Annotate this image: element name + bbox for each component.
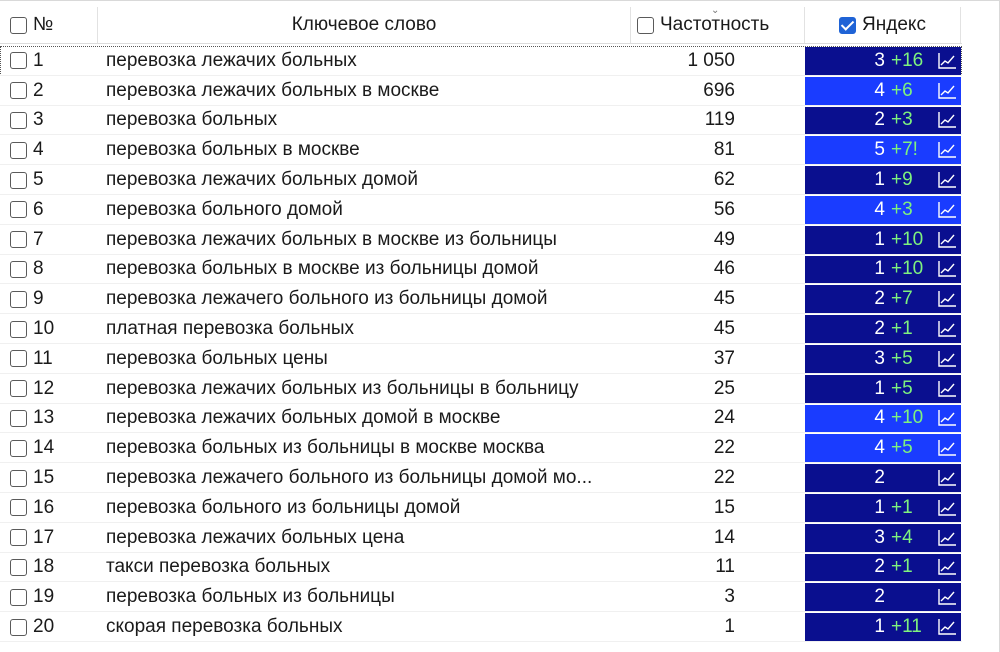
row-frequency: 24 xyxy=(713,407,735,429)
yandex-position-value: 2 xyxy=(874,288,885,310)
yandex-position-delta: +7 xyxy=(891,288,913,310)
row-checkbox[interactable] xyxy=(10,52,27,69)
row-num-cell xyxy=(10,106,44,136)
row-yandex-position[interactable] xyxy=(805,256,961,284)
table-row[interactable] xyxy=(0,106,962,136)
yandex-position-value: 2 xyxy=(874,586,885,608)
row-yandex-position[interactable] xyxy=(805,285,961,313)
row-checkbox[interactable] xyxy=(10,350,27,367)
sort-descending-icon[interactable]: ⌄ xyxy=(711,5,720,16)
row-yandex-position[interactable] xyxy=(805,315,961,343)
table-row[interactable] xyxy=(0,344,962,374)
row-keyword: перевозка лежачих больных цена xyxy=(106,526,405,548)
yandex-position-delta: +5 xyxy=(891,437,913,459)
row-keyword: перевозка больного из больницы домой xyxy=(106,496,461,518)
row-num-cell xyxy=(10,195,44,225)
yandex-position-delta: +7! xyxy=(891,139,918,161)
row-keyword: перевозка лежачих больных в москве из больницы xyxy=(106,228,557,250)
table-row[interactable] xyxy=(0,463,962,493)
row-yandex-position[interactable] xyxy=(805,136,961,164)
row-frequency: 56 xyxy=(713,198,735,220)
row-num-cell xyxy=(10,582,54,612)
position-chart-icon[interactable] xyxy=(937,52,957,70)
row-num-cell xyxy=(10,255,44,285)
row-number: 12 xyxy=(33,377,55,399)
row-frequency: 15 xyxy=(713,496,735,518)
table-row[interactable] xyxy=(0,553,962,583)
position-chart-icon[interactable] xyxy=(937,558,957,576)
row-keyword: перевозка лежачих больных домой в москве xyxy=(106,407,501,429)
yandex-position-delta: +11 xyxy=(891,616,922,638)
row-frequency: 46 xyxy=(713,258,735,280)
yandex-position-value: 4 xyxy=(874,407,885,429)
row-number: 1 xyxy=(33,49,44,71)
yandex-position-value: 1 xyxy=(874,228,885,250)
row-frequency: 11 xyxy=(715,556,735,578)
row-number: 5 xyxy=(33,169,44,191)
row-keyword: перевозка больных из больницы в москве москва xyxy=(106,437,545,459)
table-row[interactable] xyxy=(0,135,962,165)
header-num[interactable] xyxy=(0,7,98,43)
row-keyword: перевозка лежачего больного из больницы домой xyxy=(106,288,548,310)
yandex-position-delta: +9 xyxy=(891,169,913,191)
row-number: 17 xyxy=(33,526,55,548)
row-num-cell xyxy=(10,165,44,195)
table-row[interactable] xyxy=(0,284,962,314)
row-num-cell xyxy=(10,46,44,76)
position-chart-icon[interactable] xyxy=(937,290,957,308)
row-number: 10 xyxy=(33,318,55,340)
row-frequency: 62 xyxy=(713,169,735,191)
header-yandex[interactable] xyxy=(805,7,961,43)
row-checkbox[interactable] xyxy=(10,82,27,99)
row-num-cell xyxy=(10,314,54,344)
row-number: 15 xyxy=(33,467,55,489)
row-keyword: такси перевозка больных xyxy=(106,556,331,578)
yandex-position-value: 5 xyxy=(874,139,885,161)
table-row[interactable] xyxy=(0,225,962,255)
row-keyword: перевозка больных цены xyxy=(106,347,328,369)
row-yandex-position[interactable] xyxy=(805,375,961,403)
row-yandex-position[interactable] xyxy=(805,613,961,641)
row-keyword: перевозка больных в москве xyxy=(106,139,360,161)
row-yandex-position[interactable] xyxy=(805,405,961,433)
row-checkbox[interactable] xyxy=(10,231,27,248)
yandex-column-checkbox[interactable] xyxy=(839,17,856,34)
table-row[interactable] xyxy=(0,165,962,195)
row-num-cell xyxy=(10,284,44,314)
row-number: 7 xyxy=(33,228,44,250)
yandex-position-value: 4 xyxy=(874,198,885,220)
table-row[interactable] xyxy=(0,76,962,106)
position-chart-icon[interactable] xyxy=(937,439,957,457)
yandex-position-delta: +16 xyxy=(891,49,924,71)
yandex-position-value: 1 xyxy=(874,377,885,399)
row-frequency: 37 xyxy=(713,347,735,369)
table-row[interactable] xyxy=(0,612,962,642)
yandex-position-value: 1 xyxy=(874,616,885,638)
position-chart-icon[interactable] xyxy=(937,111,957,129)
row-number: 19 xyxy=(33,586,55,608)
row-yandex-position[interactable] xyxy=(805,47,961,75)
row-yandex-position[interactable] xyxy=(805,464,961,492)
yandex-position-delta: +6 xyxy=(891,79,913,101)
table-row[interactable] xyxy=(0,493,962,523)
row-yandex-position[interactable] xyxy=(805,434,961,462)
row-num-cell xyxy=(10,433,54,463)
position-chart-icon[interactable] xyxy=(937,260,957,278)
row-frequency: 14 xyxy=(713,526,735,548)
row-checkbox[interactable] xyxy=(10,172,27,189)
row-num-cell xyxy=(10,493,54,523)
row-num-cell xyxy=(10,76,44,106)
yandex-position-delta: +1 xyxy=(891,556,913,578)
position-chart-icon[interactable] xyxy=(937,409,957,427)
row-divider xyxy=(0,641,962,642)
row-checkbox[interactable] xyxy=(10,321,27,338)
table-row[interactable] xyxy=(0,374,962,404)
header-keyword[interactable] xyxy=(98,7,631,43)
row-checkbox[interactable] xyxy=(10,499,27,516)
yandex-position-value: 4 xyxy=(874,79,885,101)
row-yandex-position[interactable] xyxy=(805,226,961,254)
table-row[interactable] xyxy=(0,523,962,553)
row-number: 16 xyxy=(33,496,55,518)
row-yandex-position[interactable] xyxy=(805,583,961,611)
table-row[interactable] xyxy=(0,314,962,344)
row-keyword: перевозка лежачих больных из больницы в больницу xyxy=(106,377,579,399)
row-number: 13 xyxy=(33,407,55,429)
row-yandex-position[interactable] xyxy=(805,554,961,582)
row-number: 20 xyxy=(33,616,55,638)
yandex-position-delta: +5 xyxy=(891,347,913,369)
yandex-position-value: 2 xyxy=(874,556,885,578)
row-number: 2 xyxy=(33,79,44,101)
yandex-position-delta: +10 xyxy=(891,258,924,280)
row-num-cell xyxy=(10,135,44,165)
row-keyword: перевозка лежачих больных xyxy=(106,49,357,71)
position-chart-icon[interactable] xyxy=(937,380,957,398)
row-num-cell xyxy=(10,463,54,493)
row-frequency: 45 xyxy=(713,318,735,340)
row-number: 9 xyxy=(33,288,44,310)
yandex-position-value: 1 xyxy=(874,496,885,518)
yandex-position-delta: +1 xyxy=(891,318,913,340)
row-num-cell xyxy=(10,344,53,374)
row-checkbox[interactable] xyxy=(10,142,27,159)
row-checkbox[interactable] xyxy=(10,470,27,487)
yandex-position-value: 4 xyxy=(874,437,885,459)
position-chart-icon[interactable] xyxy=(937,231,957,249)
row-yandex-position[interactable] xyxy=(805,196,961,224)
row-frequency: 22 xyxy=(713,437,735,459)
table-row[interactable] xyxy=(0,255,962,285)
position-chart-icon[interactable] xyxy=(937,618,957,636)
table-row[interactable] xyxy=(0,433,962,463)
row-frequency: 45 xyxy=(713,288,735,310)
yandex-position-value: 3 xyxy=(874,526,885,548)
row-keyword: перевозка больных в москве из больницы домой xyxy=(106,258,539,280)
row-checkbox[interactable] xyxy=(10,589,27,606)
yandex-position-delta: +3 xyxy=(891,198,913,220)
yandex-position-delta: +4 xyxy=(891,526,913,548)
header-yandex-label: Яндекс xyxy=(862,14,926,35)
select-all-checkbox[interactable] xyxy=(10,17,27,34)
frequency-column-checkbox[interactable] xyxy=(637,17,654,34)
row-number: 3 xyxy=(33,109,44,131)
row-keyword: перевозка больных xyxy=(106,109,278,131)
table-row[interactable] xyxy=(0,195,962,225)
position-chart-icon[interactable] xyxy=(937,350,957,368)
yandex-position-value: 2 xyxy=(874,318,885,340)
row-yandex-position[interactable] xyxy=(805,345,961,373)
row-frequency: 1 050 xyxy=(687,49,735,71)
row-yandex-position[interactable] xyxy=(805,166,961,194)
position-chart-icon[interactable] xyxy=(937,588,957,606)
row-checkbox[interactable] xyxy=(10,440,27,457)
row-num-cell xyxy=(10,404,54,434)
yandex-position-value: 2 xyxy=(874,109,885,131)
row-keyword: перевозка лежачего больного из больницы домой мо... xyxy=(106,467,593,489)
position-chart-icon[interactable] xyxy=(937,201,957,219)
row-frequency: 1 xyxy=(724,616,735,638)
row-checkbox[interactable] xyxy=(10,201,27,218)
position-chart-icon[interactable] xyxy=(937,499,957,517)
header-frequency-label: Частотность xyxy=(660,14,770,35)
row-frequency: 696 xyxy=(703,79,735,101)
yandex-position-delta: +1 xyxy=(891,496,913,518)
row-frequency: 3 xyxy=(724,586,735,608)
row-num-cell xyxy=(10,612,54,642)
row-checkbox[interactable] xyxy=(10,529,27,546)
yandex-position-delta: +5 xyxy=(891,377,913,399)
position-chart-icon[interactable] xyxy=(937,141,957,159)
yandex-position-value: 1 xyxy=(874,169,885,191)
row-checkbox[interactable] xyxy=(10,261,27,278)
row-keyword: перевозка больного домой xyxy=(106,198,343,220)
row-frequency: 22 xyxy=(713,467,735,489)
row-keyword: платная перевозка больных xyxy=(106,318,355,340)
row-num-cell xyxy=(10,225,44,255)
position-chart-icon[interactable] xyxy=(937,529,957,547)
table-body xyxy=(0,46,962,642)
row-num-cell xyxy=(10,374,54,404)
row-number: 8 xyxy=(33,258,44,280)
position-chart-icon[interactable] xyxy=(937,320,957,338)
row-frequency: 25 xyxy=(713,377,735,399)
position-chart-icon[interactable] xyxy=(937,469,957,487)
yandex-position-value: 2 xyxy=(874,467,885,489)
row-frequency: 81 xyxy=(713,139,735,161)
row-checkbox[interactable] xyxy=(10,410,27,427)
yandex-position-delta: +10 xyxy=(891,228,924,250)
yandex-position-delta: +10 xyxy=(891,407,924,429)
row-keyword: скорая перевозка больных xyxy=(106,616,343,638)
yandex-position-value: 1 xyxy=(874,258,885,280)
row-checkbox[interactable] xyxy=(10,112,27,129)
row-keyword: перевозка лежачих больных домой xyxy=(106,169,418,191)
table-row[interactable] xyxy=(0,404,962,434)
row-number: 18 xyxy=(33,556,55,578)
row-checkbox[interactable] xyxy=(10,380,27,397)
row-number: 4 xyxy=(33,139,44,161)
row-keyword: перевозка лежачих больных в москве xyxy=(106,79,440,101)
yandex-position-delta: +3 xyxy=(891,109,913,131)
yandex-position-value: 3 xyxy=(874,347,885,369)
yandex-position-value: 3 xyxy=(874,49,885,71)
row-checkbox[interactable] xyxy=(10,559,27,576)
row-frequency: 49 xyxy=(713,228,735,250)
row-number: 14 xyxy=(33,437,55,459)
row-num-cell xyxy=(10,523,54,553)
position-chart-icon[interactable] xyxy=(937,82,957,100)
row-checkbox[interactable] xyxy=(10,619,27,636)
header-keyword-label: Ключевое слово xyxy=(291,14,437,35)
row-yandex-position[interactable] xyxy=(805,77,961,105)
row-yandex-position[interactable] xyxy=(805,107,961,135)
table-row[interactable] xyxy=(0,46,962,76)
row-keyword: перевозка больных из больницы xyxy=(106,586,395,608)
table-header xyxy=(0,7,962,44)
position-chart-icon[interactable] xyxy=(937,171,957,189)
row-yandex-position[interactable] xyxy=(805,524,961,552)
row-checkbox[interactable] xyxy=(10,291,27,308)
row-yandex-position[interactable] xyxy=(805,494,961,522)
table-row[interactable] xyxy=(0,582,962,612)
row-number: 6 xyxy=(33,198,44,220)
row-number: 11 xyxy=(33,347,53,369)
row-frequency: 119 xyxy=(704,109,735,131)
header-num-label: № xyxy=(33,14,54,35)
row-num-cell xyxy=(10,553,54,583)
